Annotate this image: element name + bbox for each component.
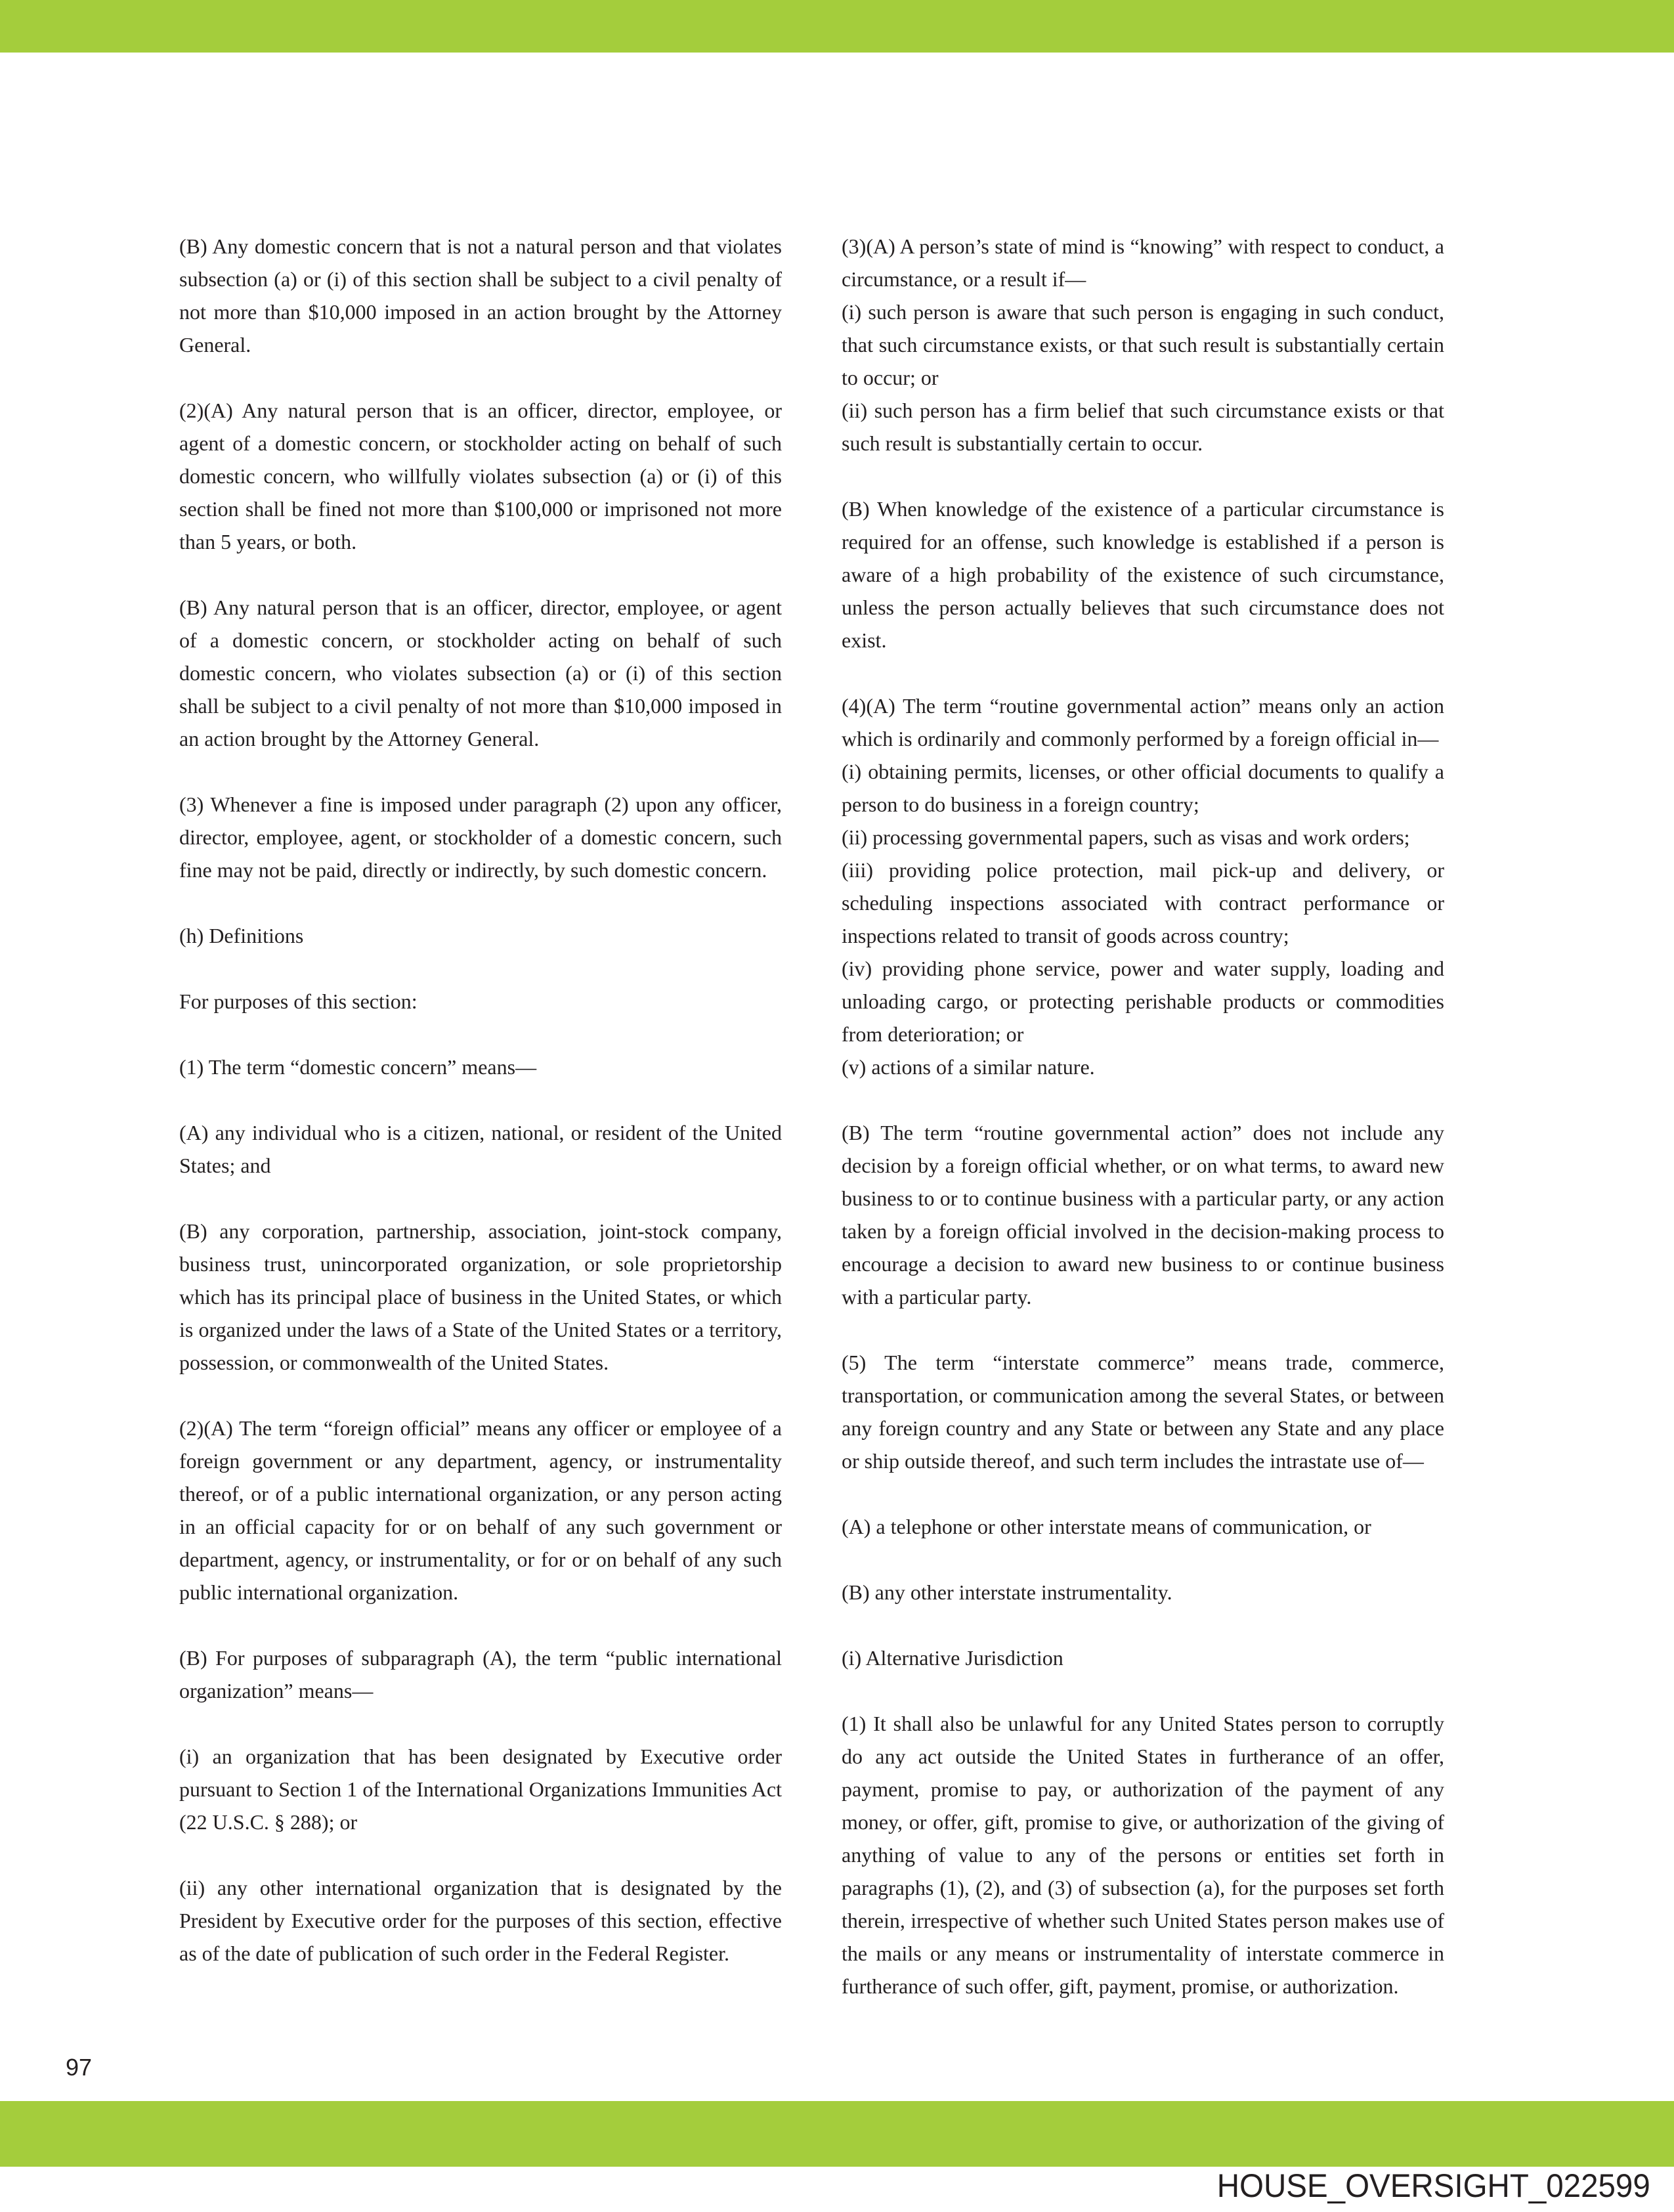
paragraph: (iii) providing police protection, mail pick-up and delivery, or scheduling inspections associated with contract performance or inspections related to transit of goods across country;: [842, 858, 1444, 947]
paragraph: (ii) such person has a firm belief that such circumstance exists or that such result is substantially certain to occur.: [842, 399, 1444, 455]
paragraph: For purposes of this section:: [179, 989, 418, 1013]
paragraph: (i) an organization that has been designated by Executive order pursuant to Section 1 of the International Organizations Immunities Act (22 U.S.C. § 288); or: [179, 1745, 782, 1834]
page-number: 97: [66, 2054, 93, 2081]
paragraph: (1) The term “domestic concern” means—: [179, 1055, 537, 1079]
paragraph: (B) When knowledge of the existence of a particular circumstance is required for an offense, such knowledge is established if a person is aware of a high probability of the existence of such circumstance, unless the person actually believes that such circumstance does not exist.: [842, 497, 1444, 652]
paragraph: (ii) processing governmental papers, such as visas and work orders;: [842, 825, 1410, 849]
paragraph: (2)(A) The term “foreign official” means any officer or employee of a foreign government or any department, agency, or instrumentality thereof, or of a public international organization, or any person acting in an official capacity for or on behalf of any such government or department, agency, or instrumentality, or for or on behalf of any such public international organization.: [179, 1416, 782, 1604]
section-heading: (i) Alternative Jurisdiction: [842, 1646, 1063, 1670]
paragraph: (i) such person is aware that such person is engaging in such conduct, that such circumstance exists, or that such result is substantially certain to occur; or: [842, 300, 1444, 389]
paragraph: (4)(A) The term “routine governmental action” means only an action which is ordinarily and commonly performed by a foreign official in—: [842, 694, 1444, 750]
paragraph: (B) Any domestic concern that is not a natural person and that violates subsection (a) or (i) of this section shall be subject to a civil penalty of not more than $10,000 imposed in an action brought by the Attorney General.: [179, 234, 782, 357]
right-column: [842, 230, 1444, 2035]
paragraph: (ii) any other international organization that is designated by the President by Executive order for the purposes of this section, effective as of the date of publication of such order in the Federal Register.: [179, 1876, 782, 1965]
paragraph: (3) Whenever a fine is imposed under paragraph (2) upon any officer, director, employee, agent, or stockholder of a domestic concern, such fine may not be paid, directly or indirectly, by such domestic concern.: [179, 792, 782, 882]
paragraph: (v) actions of a similar nature.: [842, 1055, 1095, 1079]
paragraph: (A) a telephone or other interstate means of communication, or: [842, 1515, 1371, 1538]
paragraph: (i) obtaining permits, licenses, or other official documents to qualify a person to do business in a foreign country;: [842, 760, 1444, 816]
bottom-accent-bar: [0, 2101, 1674, 2167]
paragraph: (iv) providing phone service, power and water supply, loading and unloading cargo, or protecting perishable products or commodities from deterioration; or: [842, 957, 1444, 1046]
paragraph: (A) any individual who is a citizen, national, or resident of the United States; and: [179, 1121, 782, 1177]
paragraph: (B) Any natural person that is an officer, director, employee, or agent of a domestic concern, or stockholder acting on behalf of such domestic concern, who violates subsection (a) or (i) of this section shall be subject to a civil penalty of not more than $10,000 imposed in an action brought by the Attorney General.: [179, 596, 782, 750]
section-heading: (h) Definitions: [179, 924, 304, 947]
paragraph: (B) any corporation, partnership, association, joint-stock company, business trust, unincorporated organization, or sole proprietorship which has its principal place of business in the United States, or which is organized under the laws of a State of the United States or a territory, possession, or commonwealth of the United States.: [179, 1219, 782, 1374]
paragraph: (B) For purposes of subparagraph (A), the term “public international organization” means—: [179, 1646, 782, 1702]
paragraph: (3)(A) A person’s state of mind is “knowing” with respect to conduct, a circumstance, or a result if—: [842, 234, 1444, 291]
paragraph: (B) any other interstate instrumentality.: [842, 1580, 1172, 1604]
paragraph: (5) The term “interstate commerce” means trade, commerce, transportation, or communication among the several States, or between any foreign country and any State or between any State and any place or ship outside thereof, and such term includes the intrastate use of—: [842, 1351, 1444, 1473]
paragraph: (1) It shall also be unlawful for any United States person to corruptly do any act outside the United States in furtherance of an offer, payment, promise to pay, or authorization of the payment of any money, or offer, gift, promise to give, or authorization of the giving of anything of value to any of the persons or entities set forth in paragraphs (1), (2), and (3) of subsection (a), for the purposes set forth therein, irrespective of whether such United States person makes use of the mails or any means or instrumentality of interstate commerce in furtherance of such offer, gift, payment, promise, or authorization.: [842, 1712, 1444, 1998]
top-accent-bar: [0, 0, 1674, 53]
bates-stamp: HOUSE_OVERSIGHT_022599: [1216, 2167, 1650, 2204]
paragraph: (2)(A) Any natural person that is an officer, director, employee, or agent of a domestic concern, or stockholder acting on behalf of such domestic concern, who willfully violates subsection (a) or (i) of this section shall be fined not more than $100,000 or imprisoned not more than 5 years, or both.: [179, 399, 782, 553]
left-column: [179, 230, 782, 2003]
paragraph: (B) The term “routine governmental action” does not include any decision by a foreign official whether, or on what terms, to award new business to or to continue business with a particular party, or any action taken by a foreign official involved in the decision-making process to encourage a decision to award new business to or continue business with a particular party.: [842, 1121, 1444, 1309]
